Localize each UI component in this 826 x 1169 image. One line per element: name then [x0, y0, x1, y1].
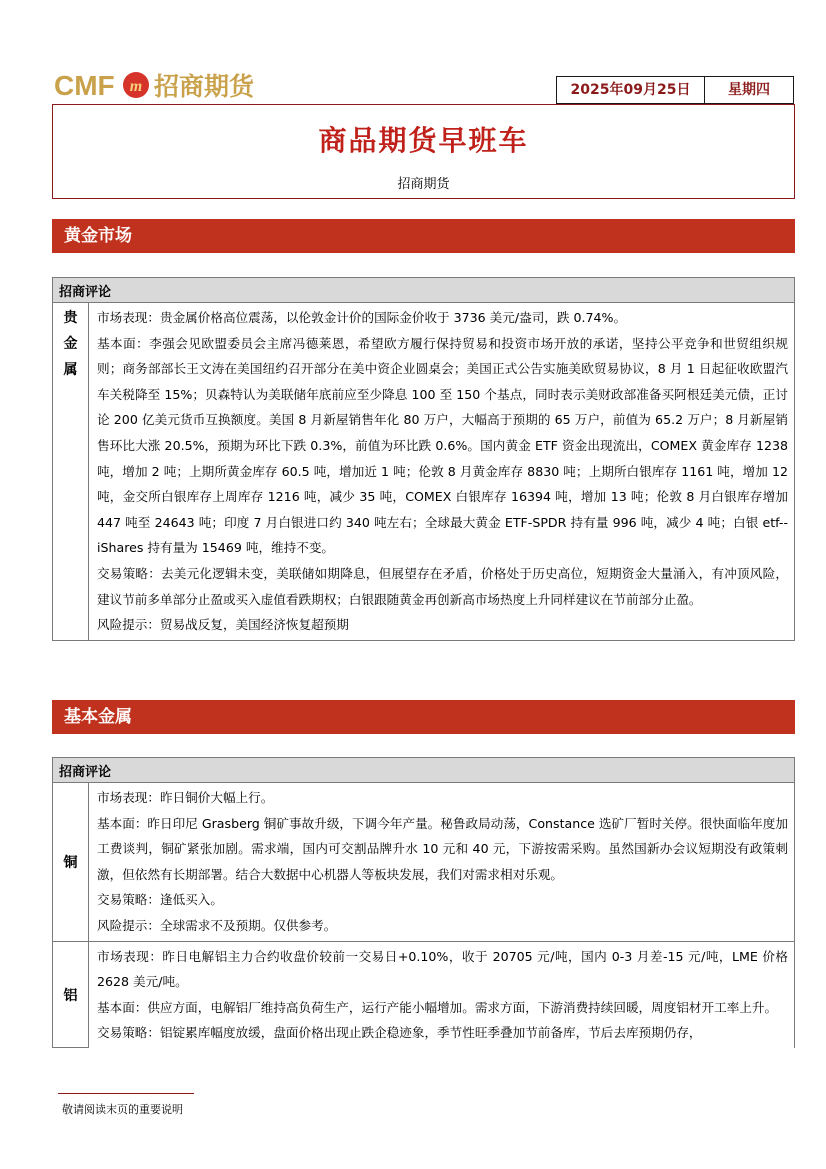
report-weekday: 星期四 — [705, 76, 794, 104]
base-metals-comment-table — [52, 757, 795, 1048]
page-title: 商品期货早班车 — [318, 124, 529, 157]
comment-header: 招商评论 — [53, 278, 795, 303]
trading-strategy: 交易策略：铝锭累库幅度放缓，盘面价格出现止跌企稳迹象，季节性旺季叠加节前备库，节后去库预期仍存， — [97, 1025, 702, 1041]
svg-text:招商期货: 招商期货 — [154, 72, 255, 101]
report-date: 2025年09月25日 — [556, 76, 705, 104]
category-cell — [53, 303, 89, 641]
market-performance: 市场表现：昨日电解铝主力合约收盘价较前一交易日+0.10%，收于 20705 元/吨，国内 0-3 月差-15 元/吨，LME 价格 2628 美元/吨。 — [97, 948, 788, 990]
footer-divider — [58, 1093, 194, 1094]
svg-text:CMF: CMF — [54, 70, 115, 101]
date-row — [556, 76, 794, 104]
gold-comment-table — [52, 277, 795, 641]
content-cell — [89, 783, 795, 942]
table-row — [53, 303, 795, 641]
section-title-gold: 黄金市场 — [52, 219, 795, 253]
table-row — [53, 941, 795, 1048]
risk-warning: 风险提示：贸易战反复，美国经济恢复超预期 — [97, 617, 349, 633]
table-row — [53, 783, 795, 942]
category-label-precious-metals — [54, 305, 87, 383]
trading-strategy: 交易策略：逢低买入。 — [97, 892, 223, 908]
cmf-logo — [54, 66, 269, 104]
category-char: 金 — [63, 336, 78, 352]
content-cell — [89, 941, 795, 1048]
page-subtitle: 招商期货 — [397, 177, 450, 192]
category-label-copper: 铜 — [53, 783, 89, 942]
svg-text:m: m — [129, 78, 143, 95]
category-char: 属 — [63, 362, 78, 378]
fundamentals: 基本面：供应方面，电解铝厂维持高负荷生产，运行产能小幅增加。需求方面，下游消费持续回暖，周度铝材开工率上升。 — [97, 999, 778, 1015]
market-performance: 市场表现：贵金属价格高位震荡，以伦敦金计价的国际金价收于 3736 美元/盎司，跌 0.74%。 — [97, 310, 627, 325]
trading-strategy: 交易策略：去美元化逻辑未变，美联储如期降息，但展望存在矛盾，价格处于历史高位，短期资金大量涌入，有冲顶风险，建议节前多单部分止盈或买入虚值看跌期权；白银跟随黄金再创新高市场热度上升同样建议在节前部分止盈。 — [97, 565, 788, 607]
comment-header: 招商评论 — [53, 758, 795, 783]
section-title-base-metals: 基本金属 — [52, 700, 795, 734]
risk-warning: 风险提示：全球需求不及预期。仅供参考。 — [97, 917, 337, 933]
footer-note: 敬请阅读末页的重要说明 — [62, 1103, 183, 1116]
market-performance: 市场表现：昨日铜价大幅上行。 — [97, 790, 274, 805]
title-box — [52, 104, 795, 199]
fundamentals: 基本面：昨日印尼 Grasberg 铜矿事故升级，下调今年产量。秘鲁政局动荡，Constance 选矿厂暂时关停。很快面临年度加工费谈判，铜矿紧张加剧。需求端，国内可交割品牌升水 10 元和 40 元，下游按需采购。虽然国新办会议短期没有政策刺激，但依然有长期部署。结合大数据中心机器人等板块发展，我们对需求相对乐观。 — [97, 815, 788, 882]
content-cell — [89, 303, 795, 641]
category-label-aluminium: 铝 — [53, 941, 89, 1048]
category-char: 贵 — [63, 310, 78, 326]
fundamentals: 基本面：李强会见欧盟委员会主席冯德莱恩，希望欧方履行保持贸易和投资市场开放的承诺，坚持公平竞争和世贸组织规则；商务部部长王文涛在美国纽约召开部分在美中资企业圆桌会；美国正式公告实施美欧贸易协议，8 月 1 日起征收欧盟汽车关税降至 15%；贝森特认为美联储年底前应至少降息 100 至 150 个基点，同时表示美财政部准备买阿根廷美元债，正讨论 200 亿美元货币互换额度。美国 8 月新屋销售年化 80 万户，大幅高于预期的 65 万户，前值为 65.2 万户；8 月新屋销售环比大涨 20.5%，预期为环比下跌 0.3%，前值为环比跌 0.6%。国内黄金 ETF 资金出现流出，COMEX 黄金库存 1238 吨，增加 2 吨；上期所黄金库存 60.5 吨，增加近 1 吨；伦敦 8 月黄金库存 8830 吨；上期所白银库存 1161 吨，增加 12 吨，金交所白银库存上周库存 1216 吨，减少 35 吨，COMEX 白银库存 16394 吨，增加 13 吨；伦敦 8 月白银库存增加 447 吨至 24643 吨；印度 7 月白银进口约 340 吨左右；全球最大黄金 ETF-SPDR 持有量 996 吨，减少 4 吨；白银 etf--iShares 持有量为 15469 吨，维持不变。 — [97, 335, 788, 556]
